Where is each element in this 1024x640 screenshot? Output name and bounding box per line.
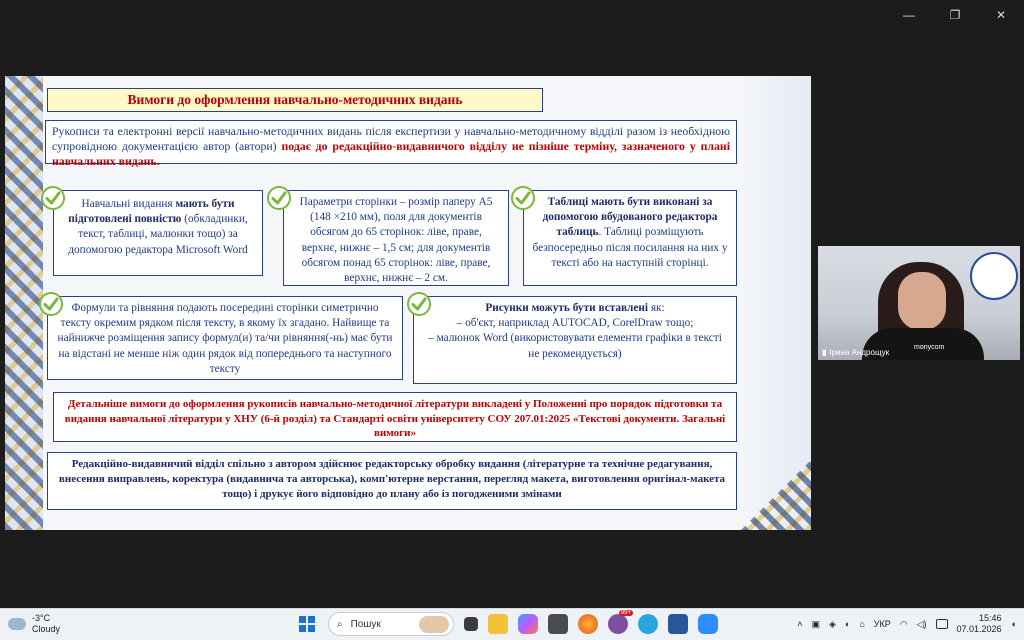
check-icon (511, 186, 535, 210)
editorial-note: Редакційно-видавничий відділ спільно з автором здійснює редакторську обробку видання (літературне та технічне редагування, внесення виправлень, коректура (видавнича та авторська), комп'ютерне верстання, перегляд макета, виготовлення оригінал-макета тощо) і друкує його відповідно до плану або із погодженими змінами (47, 452, 737, 510)
notification-badge: 99+ (620, 610, 631, 616)
close-button[interactable]: ✕ (995, 8, 1007, 22)
zoom-icon[interactable] (698, 614, 718, 634)
taskbar (0, 608, 1024, 640)
word-icon[interactable] (668, 614, 688, 634)
slide-title: Вимоги до оформлення навчально-методичних видань (127, 92, 463, 107)
taskbar-apps (296, 612, 718, 636)
chevron-up-icon[interactable]: ˄ (797, 619, 803, 629)
search-highlight-image (419, 616, 449, 633)
card5-bold: Рисунки можуть бути вставлені (485, 302, 648, 314)
check-icon (41, 186, 65, 210)
card-page-params (283, 190, 509, 286)
card-tables (523, 190, 737, 286)
card5-after: як: (648, 302, 665, 314)
tray-app-icon[interactable]: ◈ (828, 618, 836, 629)
participant-face (898, 272, 946, 330)
app-icon[interactable] (548, 614, 568, 634)
clock[interactable] (957, 613, 1002, 635)
task-view-icon[interactable] (464, 617, 478, 631)
window-controls (886, 6, 1024, 24)
wifi-icon[interactable]: ◠ (899, 618, 908, 629)
temperature: -3°C (32, 613, 51, 623)
battery-icon[interactable] (936, 619, 948, 629)
cloud-icon (8, 618, 26, 630)
card-formulas (47, 296, 403, 380)
webcam-video[interactable] (818, 246, 1020, 360)
clock-date: 07.01.2026 (956, 624, 1002, 634)
tray-app-icon[interactable]: ◐ (844, 619, 851, 629)
system-tray (797, 613, 1016, 635)
tray-app-icon[interactable]: ▣ (811, 618, 820, 629)
weather-widget[interactable] (8, 613, 60, 635)
intro-highlight: подає до редакційно-видавничого відділу не пізніше терміну, зазначеного у плані навчальних видань. (52, 139, 730, 168)
card1-bold: мають бути підготовлені повністю (68, 198, 235, 226)
details-note: Детальніше вимоги до оформлення рукописів навчально-методичної літератури викладені у Положенні про порядок підготовки та видання навчальної літератури у ХНУ (6-й розділ) та Стандарті освіти університету СОУ 207.01:2025 «Текстові документи. Загальні вимоги» (53, 392, 737, 442)
card1-text-2: (обкладинки, текст, таблиці, малюнки тощо) за допомогою редактора Microsoft Word (68, 213, 248, 256)
participant-name-label (822, 348, 889, 357)
volume-icon[interactable]: ◁) (916, 618, 927, 629)
card2-text: Параметри сторінки – розмір паперу А5 (148 ×210 мм), поля для документів обсягом до 65 сторінок: ліве, праве, верхнє, нижнє – 1,5 см; для документів обсягом понад 65 сторінок: ліве, праве, верхнє, нижнє – 2 см. (299, 196, 493, 285)
search-placeholder: Пошук (350, 618, 381, 630)
weather-condition: Cloudy (32, 624, 61, 634)
university-logo (970, 252, 1018, 300)
intro-paragraph (45, 120, 737, 168)
card1-text: Навчальні видання (81, 198, 176, 210)
taskbar-search[interactable] (328, 612, 454, 636)
language-indicator[interactable]: УКР (873, 619, 891, 629)
check-icon (39, 292, 63, 316)
slide-decoration-left (5, 76, 43, 530)
card-figures (413, 296, 737, 384)
card5-heading (422, 301, 728, 316)
tray-app-icon[interactable]: ⌂ (859, 619, 865, 629)
signal-icon: ▮ (822, 348, 827, 357)
viber-icon[interactable] (608, 610, 631, 634)
slide-title-box (47, 88, 543, 112)
clock-time: 15:46 (979, 613, 1002, 623)
card5-line-object: – об'єкт, наприклад AUTOCAD, CorelDraw тощо; (456, 317, 694, 330)
card-prepared-fully (53, 190, 263, 276)
webcam-brand: monycom (914, 344, 945, 351)
slide-decoration-right (739, 76, 811, 530)
intro-text: Рукописи та електронні версії навчально-методичних видань після експертизи у навчально-методичному відділі разом із необхідною супровідною документацією автор (автори) (52, 124, 730, 153)
firefox-icon[interactable] (578, 614, 598, 634)
card3-bold: Таблиці мають бути виконані за допомогою вбудованого редактора таблиць (542, 196, 718, 239)
card4-text: Формули та рівняння подають посередині сторінки симетрично тексту окремим рядком після тексту, в якому їх згадано. Найвище та найнижче розміщення запису формул(и) та/чи рівняння(-нь) має бути на відстані не менше ніж один рядок від попереднього та наступного тексту (57, 302, 393, 375)
minimize-button[interactable]: — (903, 8, 915, 22)
check-icon (267, 186, 291, 210)
telegram-icon[interactable] (638, 614, 658, 634)
notifications-icon[interactable]: ◖ (1010, 619, 1016, 629)
presentation-slide (5, 76, 811, 530)
file-explorer-icon[interactable] (488, 614, 508, 634)
weather-text (32, 613, 60, 635)
search-icon: ⌕ (337, 618, 343, 630)
copilot-icon[interactable] (518, 614, 538, 634)
participant-name: Ірина Андрощук (829, 348, 890, 357)
card3-text: . Таблиці розміщують безпосередньо після посилання на них у тексті або на наступній сторінці. (532, 226, 728, 269)
card5-line-word: – малюнок Word (використовувати елементи графіки в тексті не рекомендується) (428, 332, 722, 360)
restore-button[interactable]: ❐ (949, 8, 961, 22)
windows-start-icon[interactable] (296, 613, 318, 635)
check-icon (407, 292, 431, 316)
